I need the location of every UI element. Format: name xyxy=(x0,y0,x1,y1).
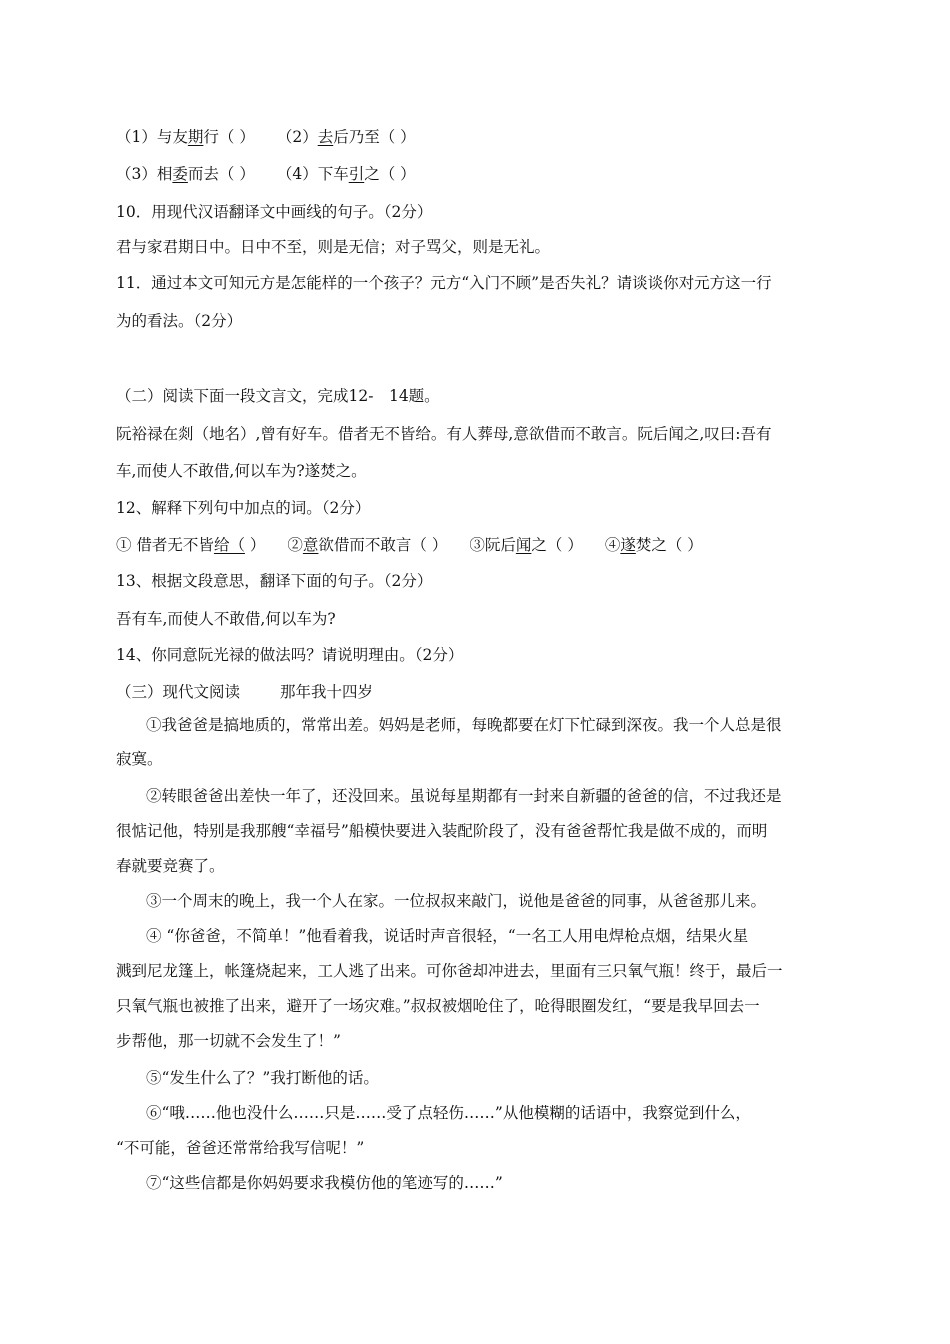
article-title: 那年我十四岁 xyxy=(280,683,374,701)
q9-row-2 xyxy=(116,164,840,184)
q12-question: 12、解释下列句中加点的词。（2分） xyxy=(116,499,371,517)
q10-question: 10．用现代汉语翻译文中画线的句子。（2分） xyxy=(116,203,433,221)
paragraph-5: ⑤“发生什么了？”我打断他的话。 xyxy=(146,1069,379,1087)
paragraph-1-line-1: ①我爸爸是搞地质的，常常出差。妈妈是老师，每晚都要在灯下忙碌到深夜。我一个人总是很 xyxy=(146,716,782,734)
q9-item-3: （3）相委而去（ ） xyxy=(116,165,255,183)
section-3-heading: （三）现代文阅读 xyxy=(116,683,241,701)
paragraph-4-line-4: 步帮他，那一切就不会发生了！” xyxy=(116,1032,341,1050)
q12-items xyxy=(116,535,840,555)
q10-sentence: 君与家君期日中。日中不至，则是无信；对子骂父，则是无礼。 xyxy=(116,238,551,256)
paragraph-2-line-1: ②转眼爸爸出差快一年了，还没回来。虽说每星期都有一封来自新疆的爸爸的信，不过我还是 xyxy=(146,787,782,805)
paragraph-3: ③一个周末的晚上，我一个人在家。一位叔叔来敲门，说他是爸爸的同事，从爸爸那儿来。 xyxy=(146,892,767,910)
paragraph-1-line-2: 寂寞。 xyxy=(116,750,163,768)
section-2-heading: （二）阅读下面一段文言文，完成12- 14题。 xyxy=(116,387,440,405)
paragraph-2-line-2: 很惦记他，特别是我那艘“幸福号”船模快要进入装配阶段了，没有爸爸帮忙我是做不成的，而明 xyxy=(116,822,768,840)
q9-row-1 xyxy=(116,127,840,147)
q12-item-4: ④遂焚之（ ） xyxy=(604,536,703,554)
q13-sentence: 吾有车,而使人不敢借,何以车为? xyxy=(116,610,336,628)
paragraph-6-line-2: “不可能，爸爸还常常给我写信呢！” xyxy=(116,1139,365,1157)
q12-item-2: ②意欲借而不敢言（ ） xyxy=(287,536,448,554)
paragraph-7: ⑦“这些信都是你妈妈要求我模仿他的笔迹写的……” xyxy=(146,1174,503,1192)
q12-item-1: ① 借者无不皆给（ ） xyxy=(116,536,266,554)
q9-item-2: （2）去后乃至（ ） xyxy=(276,128,416,146)
q11-question-line-2: 为的看法。（2分） xyxy=(116,312,243,330)
paragraph-4-line-1: ④ “你爸爸，不简单！”他看着我，说话时声音很轻，“一名工人用电焊枪点烟，结果火星 xyxy=(146,927,749,945)
q9-item-4: （4）下车引之（ ） xyxy=(276,165,416,183)
paragraph-6-line-1: ⑥“哦……他也没什么……只是……受了点轻伤……”从他模糊的话语中，我察觉到什么， xyxy=(146,1104,751,1122)
paragraph-4-line-2: 溅到尼龙篷上，帐篷烧起来，工人逃了出来。可你爸却冲进去，里面有三只氧气瓶！终于，最后一 xyxy=(116,962,783,980)
q14-question: 14、你同意阮光禄的做法吗？请说明理由。（2分） xyxy=(116,646,464,664)
q9-item-1: （1）与友期行（ ） xyxy=(116,128,255,146)
paragraph-2-line-3: 春就要竞赛了。 xyxy=(116,857,225,875)
q12-item-3: ③阮后闻之（ ） xyxy=(469,536,583,554)
section-2-text-line-1: 阮裕禄在剡（地名）,曾有好车。借者无不皆给。有人葬母,意欲借而不敢言。阮后闻之,叹曰:吾有 xyxy=(116,425,772,443)
q13-question: 13、根据文段意思，翻译下面的句子。（2分） xyxy=(116,572,433,590)
section-2-text-line-2: 车,而使人不敢借,何以车为?遂焚之。 xyxy=(116,462,367,480)
paragraph-4-line-3: 只氧气瓶也被推了出来，避开了一场灾难。”叔叔被烟呛住了，呛得眼圈发红，“要是我早回去一 xyxy=(116,997,760,1015)
section-3-heading-row xyxy=(116,682,840,702)
q11-question-line-1: 11．通过本文可知元方是怎能样的一个孩子？元方“入门不顾”是否失礼？请谈谈你对元方这一行 xyxy=(116,274,772,292)
